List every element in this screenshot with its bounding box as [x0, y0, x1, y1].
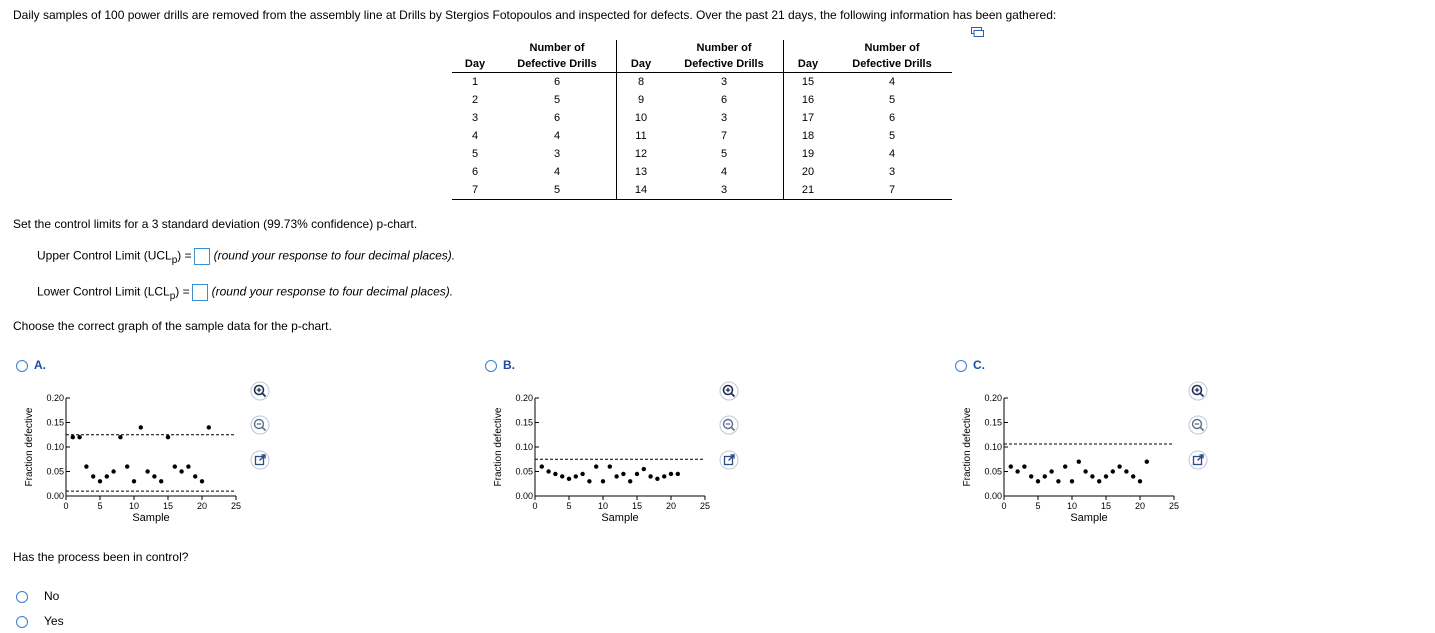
x-axis-label: Sample: [1070, 512, 1108, 524]
chart-option-b: [489, 388, 719, 533]
chart-option-c: [958, 388, 1188, 533]
data-point: [669, 472, 673, 476]
x-axis-label: Sample: [601, 512, 639, 524]
data-point: [145, 469, 149, 473]
day-cell: 1: [471, 76, 479, 88]
data-point: [207, 425, 211, 429]
defects-cell: 5: [888, 130, 896, 142]
data-point: [642, 467, 646, 471]
y-tick-label: 0.15: [515, 417, 533, 428]
x-tick-label: 0: [63, 501, 69, 511]
col-day: Day: [784, 40, 833, 73]
data-point: [662, 474, 666, 478]
data-point: [77, 435, 81, 439]
data-point: [553, 472, 557, 476]
answer-yes-radio[interactable]: [16, 616, 28, 628]
data-point: [621, 472, 625, 476]
y-axis-label: Fraction defective: [24, 407, 35, 487]
option-b-label: B.: [503, 358, 515, 372]
y-tick-label: 0.10: [984, 442, 1002, 452]
data-point: [1111, 469, 1115, 473]
x-tick-label: 20: [1134, 501, 1146, 511]
day-cell: 9: [617, 91, 666, 109]
data-point: [594, 464, 598, 468]
data-point: [1145, 460, 1149, 464]
defects-cell: 5: [498, 181, 617, 200]
data-point: [1083, 469, 1087, 473]
data-point: [1029, 474, 1033, 478]
external-link-icon[interactable]: [1188, 450, 1208, 470]
data-point: [1090, 474, 1094, 478]
data-point: [1043, 474, 1047, 478]
data-point: [676, 472, 680, 476]
data-point: [655, 477, 659, 481]
table-row: [452, 145, 952, 163]
data-point: [580, 472, 584, 476]
question-graph: Choose the correct graph of the sample data for the p-chart.: [13, 319, 332, 333]
defects-cell: 3: [888, 166, 896, 178]
data-point: [139, 425, 143, 429]
option-b-radio[interactable]: [485, 360, 497, 372]
data-point: [186, 464, 190, 468]
x-tick-label: 10: [128, 501, 140, 511]
x-tick-label: 25: [699, 501, 711, 511]
data-point: [200, 479, 204, 483]
zoom-out-icon[interactable]: [250, 415, 270, 435]
day-cell: 3: [471, 112, 479, 124]
table-row: [452, 91, 952, 109]
question-control-limits: Set the control limits for a 3 standard deviation (99.73% confidence) p-chart.: [13, 217, 418, 231]
question-in-control: Has the process been in control?: [13, 550, 189, 564]
x-tick-label: 5: [1035, 501, 1041, 511]
ucl-input[interactable]: [194, 248, 210, 265]
data-point: [1022, 464, 1026, 468]
option-a-label: A.: [34, 358, 46, 372]
y-tick-label: 0.05: [515, 466, 533, 477]
ucl-hint: (round your response to four decimal places).: [213, 248, 456, 263]
day-cell: 14: [617, 181, 666, 200]
defects-cell: 3: [720, 112, 728, 124]
option-a-radio[interactable]: [16, 360, 28, 372]
day-cell: 12: [617, 145, 666, 163]
col-day: Day: [617, 40, 666, 73]
data-point: [567, 477, 571, 481]
day-cell: 11: [617, 127, 666, 145]
defects-cell: 7: [832, 181, 952, 200]
y-tick-label: 0.10: [515, 442, 533, 452]
x-axis-label: Sample: [132, 512, 170, 524]
zoom-in-icon[interactable]: [1188, 381, 1208, 401]
col-defects: Number of Defective Drills: [498, 40, 617, 73]
defects-cell: 3: [720, 76, 728, 88]
data-point: [1104, 474, 1108, 478]
x-tick-label: 0: [532, 501, 538, 511]
defects-cell: 4: [553, 130, 561, 142]
y-tick-label: 0.00: [46, 491, 64, 501]
data-point: [1117, 464, 1121, 468]
data-point: [1070, 479, 1074, 483]
data-point: [560, 474, 564, 478]
day-cell: 21: [784, 181, 833, 200]
x-tick-label: 25: [1168, 501, 1180, 511]
chart-option-a: [20, 388, 250, 533]
defects-cell: 6: [888, 112, 896, 124]
table-row: [452, 181, 952, 200]
data-point: [1056, 479, 1060, 483]
data-point: [173, 464, 177, 468]
x-tick-label: 10: [1066, 501, 1078, 511]
answer-yes-label: Yes: [44, 614, 64, 628]
data-point: [1036, 479, 1040, 483]
data-point: [98, 479, 102, 483]
defects-cell: 6: [553, 76, 561, 88]
data-point: [152, 474, 156, 478]
data-point: [1015, 469, 1019, 473]
data-point: [166, 435, 170, 439]
lcl-input[interactable]: [192, 284, 208, 301]
y-tick-label: 0.20: [46, 393, 64, 403]
table-row: [452, 163, 952, 181]
zoom-in-icon[interactable]: [719, 381, 739, 401]
day-cell: 17: [784, 109, 833, 127]
day-cell: 8: [617, 73, 666, 92]
defects-cell: 5: [720, 148, 728, 160]
y-axis-label: Fraction defective: [493, 407, 504, 487]
data-point: [1063, 464, 1067, 468]
defects-table: [452, 40, 952, 200]
x-tick-label: 15: [162, 501, 174, 511]
copy-icon[interactable]: [971, 27, 984, 37]
defects-cell: 5: [553, 94, 561, 106]
problem-intro: Daily samples of 100 power drills are removed from the assembly line at Drills by Stergios Fotopoulos and inspected for defects. Over the past 21 days, the following information has been gathered:: [13, 8, 1057, 22]
y-axis-label: Fraction defective: [962, 407, 973, 487]
table-row: [452, 73, 952, 92]
defects-cell: 6: [720, 94, 728, 106]
data-point: [1131, 474, 1135, 478]
table-row: [452, 109, 952, 127]
defects-cell: 4: [888, 76, 896, 88]
data-point: [587, 479, 591, 483]
x-tick-label: 15: [1100, 501, 1112, 511]
y-tick-label: 0.20: [984, 393, 1002, 403]
data-point: [628, 479, 632, 483]
x-tick-label: 15: [631, 501, 643, 511]
y-tick-label: 0.00: [515, 491, 533, 501]
day-cell: 16: [784, 91, 833, 109]
day-cell: 19: [784, 145, 833, 163]
option-c-radio[interactable]: [955, 360, 967, 372]
data-point: [614, 474, 618, 478]
defects-cell: 5: [888, 94, 896, 106]
data-point: [111, 469, 115, 473]
data-point: [574, 474, 578, 478]
y-tick-label: 0.20: [515, 393, 533, 403]
col-defects: Number of Defective Drills: [665, 40, 784, 73]
data-point: [546, 469, 550, 473]
y-tick-label: 0.15: [46, 417, 64, 428]
x-tick-label: 0: [1001, 501, 1007, 511]
data-point: [1138, 479, 1142, 483]
x-tick-label: 20: [665, 501, 677, 511]
data-point: [132, 479, 136, 483]
data-point: [1049, 469, 1053, 473]
data-point: [105, 474, 109, 478]
external-link-icon[interactable]: [250, 450, 270, 470]
day-cell: 15: [784, 73, 833, 92]
day-cell: 7: [452, 181, 498, 200]
table-row: [452, 127, 952, 145]
data-point: [159, 479, 163, 483]
defects-cell: 3: [553, 148, 561, 160]
data-point: [601, 479, 605, 483]
col-day: Day: [452, 40, 498, 73]
defects-cell: 6: [553, 112, 561, 124]
day-cell: 13: [617, 163, 666, 181]
data-point: [118, 435, 122, 439]
data-point: [540, 464, 544, 468]
option-c-label: C.: [973, 358, 985, 372]
x-tick-label: 10: [597, 501, 609, 511]
day-cell: 18: [784, 127, 833, 145]
data-point: [84, 464, 88, 468]
day-cell: 6: [471, 166, 479, 178]
lcl-hint: (round your response to four decimal places).: [211, 284, 454, 299]
day-cell: 20: [784, 163, 833, 181]
defects-cell: 4: [553, 166, 561, 178]
data-point: [635, 472, 639, 476]
zoom-in-icon[interactable]: [250, 381, 270, 401]
external-link-icon[interactable]: [719, 450, 739, 470]
zoom-out-icon[interactable]: [719, 415, 739, 435]
zoom-out-icon[interactable]: [1188, 415, 1208, 435]
defects-cell: 7: [720, 130, 728, 142]
day-cell: 10: [617, 109, 666, 127]
x-tick-label: 25: [230, 501, 242, 511]
x-tick-label: 5: [566, 501, 572, 511]
data-point: [1097, 479, 1101, 483]
day-cell: 4: [471, 130, 479, 142]
defects-cell: 4: [888, 148, 896, 160]
ucl-row: Upper Control Limit $(UCL_p)$ = (round your response to four decimal places).: [37, 248, 456, 267]
x-tick-label: 20: [196, 501, 208, 511]
y-tick-label: 0.05: [984, 466, 1002, 477]
data-point: [91, 474, 95, 478]
data-point: [1009, 464, 1013, 468]
y-tick-label: 0.00: [984, 491, 1002, 501]
x-tick-label: 5: [97, 501, 103, 511]
data-point: [1124, 469, 1128, 473]
day-cell: 5: [471, 148, 479, 160]
defects-cell: 4: [720, 166, 728, 178]
defects-cell: 3: [665, 181, 784, 200]
data-point: [1077, 460, 1081, 464]
answer-no-radio[interactable]: [16, 591, 28, 603]
lcl-row: Lower Control Limit $(LCL_p)$ = (round your response to four decimal places).: [37, 284, 454, 303]
y-tick-label: 0.05: [46, 466, 64, 477]
day-cell: 2: [471, 94, 479, 106]
data-point: [71, 435, 75, 439]
data-point: [179, 469, 183, 473]
answer-no-label: No: [44, 589, 60, 603]
data-point: [648, 474, 652, 478]
data-point: [193, 474, 197, 478]
data-point: [125, 464, 129, 468]
y-tick-label: 0.15: [984, 417, 1002, 428]
col-defects: Number of Defective Drills: [832, 40, 952, 73]
y-tick-label: 0.10: [46, 442, 64, 452]
data-point: [608, 464, 612, 468]
